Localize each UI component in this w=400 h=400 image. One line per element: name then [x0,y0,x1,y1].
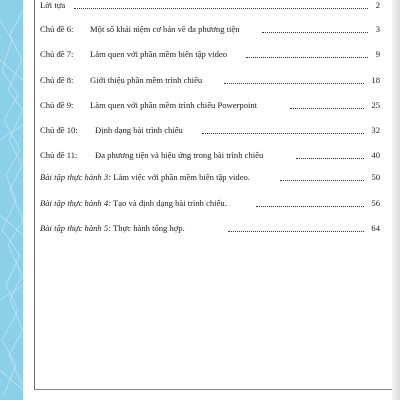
dot-leader [290,108,364,109]
toc-label: Chủ đề 9: [40,100,74,110]
toc-page-number: 32 [371,125,380,135]
toc-label: Bài tập thực hành 4: [40,198,112,208]
dot-leader [228,231,364,232]
vertical-rule [34,0,35,390]
toc-title: Thực hành tổng hợp. [113,223,185,233]
toc-row-chapter-6[interactable] [40,23,380,35]
geometric-pattern [0,0,23,400]
toc-title: Tạo và định dạng bài trình chiếu. [113,198,227,208]
dot-leader [202,133,364,134]
toc-page-number: 25 [371,100,380,110]
dot-leader [280,180,364,181]
toc-page-number: 3 [375,24,380,34]
toc-row-chapter-9[interactable] [40,99,380,111]
toc-label: Chủ đề 7: [40,49,74,59]
toc-row-chapter-7[interactable] [40,48,380,60]
toc-row-chapter-10[interactable] [40,124,380,136]
toc-entry-text [40,197,227,209]
dot-leader [74,8,368,9]
decorative-side-panel [0,0,23,400]
toc-page-number: 2 [375,0,380,10]
toc-title: Đa phương tiện và hiệu ứng trong bài trình chiếu [95,150,264,160]
dot-leader [224,83,364,84]
toc-entry-text [40,171,250,183]
toc-title: Giới thiệu phần mềm trình chiếu [90,75,203,85]
dot-leader [262,32,368,33]
toc-label: Lời tựa [40,0,66,10]
bottom-rule [34,389,400,390]
toc-row-exercise-5[interactable] [40,222,380,234]
toc-page-number: 64 [371,223,380,233]
dot-leader [256,206,364,207]
page-margin [23,0,34,400]
toc-title: Làm việc với phần mềm biên tập video. [113,172,250,182]
toc-page-number: 56 [371,198,380,208]
toc-title: Làm quen với phần mềm trình chiếu Powerpoint [90,100,258,110]
toc-title: Định dạng bài trình chiếu [95,125,183,135]
toc-row-exercise-4[interactable] [40,197,380,209]
toc-row-chapter-11[interactable] [40,149,380,161]
toc-title: Làm quen với phần mềm biên tập video [90,49,227,59]
toc-row-chapter-8[interactable] [40,74,380,86]
toc-label: Bài tập thực hành 3: [40,172,112,182]
toc-label: Chủ đề 8: [40,75,74,85]
toc-label: Bài tập thực hành 5: [40,223,112,233]
toc-label: Chủ đề 10: [40,125,78,135]
page-edge-shadow [392,0,400,400]
toc-page-number: 9 [375,49,380,59]
toc-entry-text [40,222,185,234]
dot-leader [246,57,368,58]
toc-page-number: 40 [371,150,380,160]
dot-leader [296,158,364,159]
toc-label: Chủ đề 11: [40,150,78,160]
toc-page-number: 18 [371,75,380,85]
toc-row-intro[interactable] [40,0,380,11]
toc-label: Chủ đề 6: [40,24,74,34]
toc-page-number: 50 [371,172,380,182]
toc-title: Một số khái niệm cơ bản về đa phương tiện [90,24,240,34]
toc-row-exercise-3[interactable] [40,171,380,183]
